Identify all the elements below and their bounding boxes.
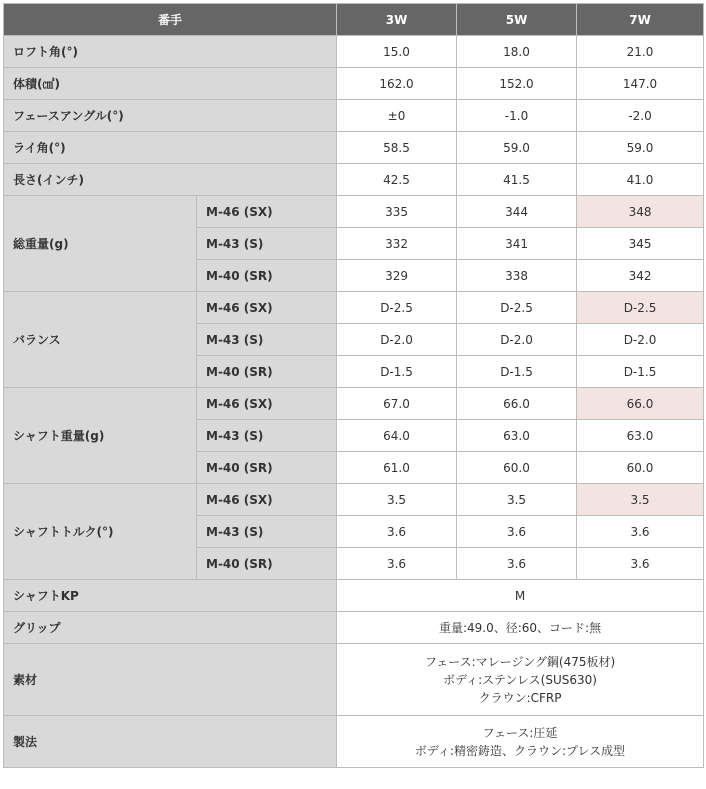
value-line: 重量:49.0、径:60、コード:無 [438,620,602,635]
header-col-7w: 7W [577,4,704,36]
header-col-5w: 5W [457,4,577,36]
shaft-label: M-40 (SR) [197,452,337,484]
cell-value: D-2.5 [457,292,577,324]
shaft-label: M-43 (S) [197,324,337,356]
cell-value: 3.6 [337,516,457,548]
value-line: フェース:マレージング鋼(475板材) [424,654,616,669]
cell-value: 66.0 [457,388,577,420]
row-label: ライ角(°) [4,132,337,164]
shaft-label: M-40 (SR) [197,260,337,292]
shaft-label: M-43 (S) [197,516,337,548]
cell-value: 64.0 [337,420,457,452]
spec-table [3,3,704,768]
group-label: シャフトトルク(°) [4,484,197,580]
shaft-label: M-40 (SR) [197,356,337,388]
row-label: 素材 [4,644,337,716]
header-col-3w: 3W [337,4,457,36]
cell-value: D-1.5 [337,356,457,388]
value-line: M [514,588,526,603]
cell-value: 3.6 [577,516,704,548]
table-row [4,612,704,644]
cell-value: 147.0 [577,68,704,100]
cell-value: D-1.5 [577,356,704,388]
shaft-label: M-40 (SR) [197,548,337,580]
cell-value-highlighted: 66.0 [577,388,704,420]
cell-value: 332 [337,228,457,260]
table-row [4,100,704,132]
cell-value: ±0 [337,100,457,132]
cell-value: 59.0 [457,132,577,164]
cell-value: 3.5 [457,484,577,516]
cell-value: 3.6 [457,516,577,548]
cell-value: 342 [577,260,704,292]
cell-value: 41.5 [457,164,577,196]
cell-value: 42.5 [337,164,457,196]
row-label: 製法 [4,716,337,768]
cell-value: D-2.0 [337,324,457,356]
row-label: シャフトKP [4,580,337,612]
table-row [4,716,704,768]
group-label: バランス [4,292,197,388]
cell-value: 59.0 [577,132,704,164]
cell-value-highlighted: D-2.5 [577,292,704,324]
table-row [4,68,704,100]
value-line: クラウン:CFRP [478,690,562,705]
shaft-label: M-46 (SX) [197,484,337,516]
table-row [4,644,704,716]
value-line: フェース:圧延 [482,725,558,740]
cell-value [337,644,704,716]
table-row [4,196,704,228]
cell-value: 341 [457,228,577,260]
cell-value: 335 [337,196,457,228]
table-row [4,292,704,324]
row-label: グリップ [4,612,337,644]
cell-value: 63.0 [577,420,704,452]
shaft-label: M-43 (S) [197,228,337,260]
group-label: 総重量(g) [4,196,197,292]
cell-value: D-2.0 [577,324,704,356]
shaft-label: M-46 (SX) [197,196,337,228]
row-label: ロフト角(°) [4,36,337,68]
table-row [4,580,704,612]
cell-value-highlighted: 3.5 [577,484,704,516]
cell-value: 162.0 [337,68,457,100]
cell-value: 67.0 [337,388,457,420]
group-label: シャフト重量(g) [4,388,197,484]
cell-value: D-2.0 [457,324,577,356]
row-label: 長さ(インチ) [4,164,337,196]
shaft-label: M-46 (SX) [197,292,337,324]
cell-value: D-2.5 [337,292,457,324]
cell-value: 60.0 [577,452,704,484]
table-row [4,388,704,420]
cell-value: -1.0 [457,100,577,132]
cell-value: 3.6 [337,548,457,580]
header-row [4,4,704,36]
value-line: ボディ:精密鋳造、クラウン:プレス成型 [414,743,626,758]
cell-value: D-1.5 [457,356,577,388]
cell-value [337,580,704,612]
cell-value: -2.0 [577,100,704,132]
cell-value: 60.0 [457,452,577,484]
cell-value: 3.6 [577,548,704,580]
cell-value-highlighted: 348 [577,196,704,228]
shaft-label: M-43 (S) [197,420,337,452]
table-row [4,164,704,196]
cell-value: 3.5 [337,484,457,516]
table-row [4,132,704,164]
cell-value [337,716,704,768]
cell-value: 63.0 [457,420,577,452]
cell-value: 345 [577,228,704,260]
shaft-label: M-46 (SX) [197,388,337,420]
cell-value: 329 [337,260,457,292]
table-row [4,36,704,68]
cell-value: 152.0 [457,68,577,100]
table-row [4,484,704,516]
cell-value: 338 [457,260,577,292]
cell-value: 3.6 [457,548,577,580]
cell-value [337,612,704,644]
cell-value: 58.5 [337,132,457,164]
value-line: ボディ:ステンレス(SUS630) [443,672,597,687]
cell-value: 344 [457,196,577,228]
cell-value: 61.0 [337,452,457,484]
cell-value: 41.0 [577,164,704,196]
row-label: 体積(㎤) [4,68,337,100]
cell-value: 15.0 [337,36,457,68]
cell-value: 21.0 [577,36,704,68]
row-label: フェースアングル(°) [4,100,337,132]
cell-value: 18.0 [457,36,577,68]
header-label: 番手 [4,4,337,36]
